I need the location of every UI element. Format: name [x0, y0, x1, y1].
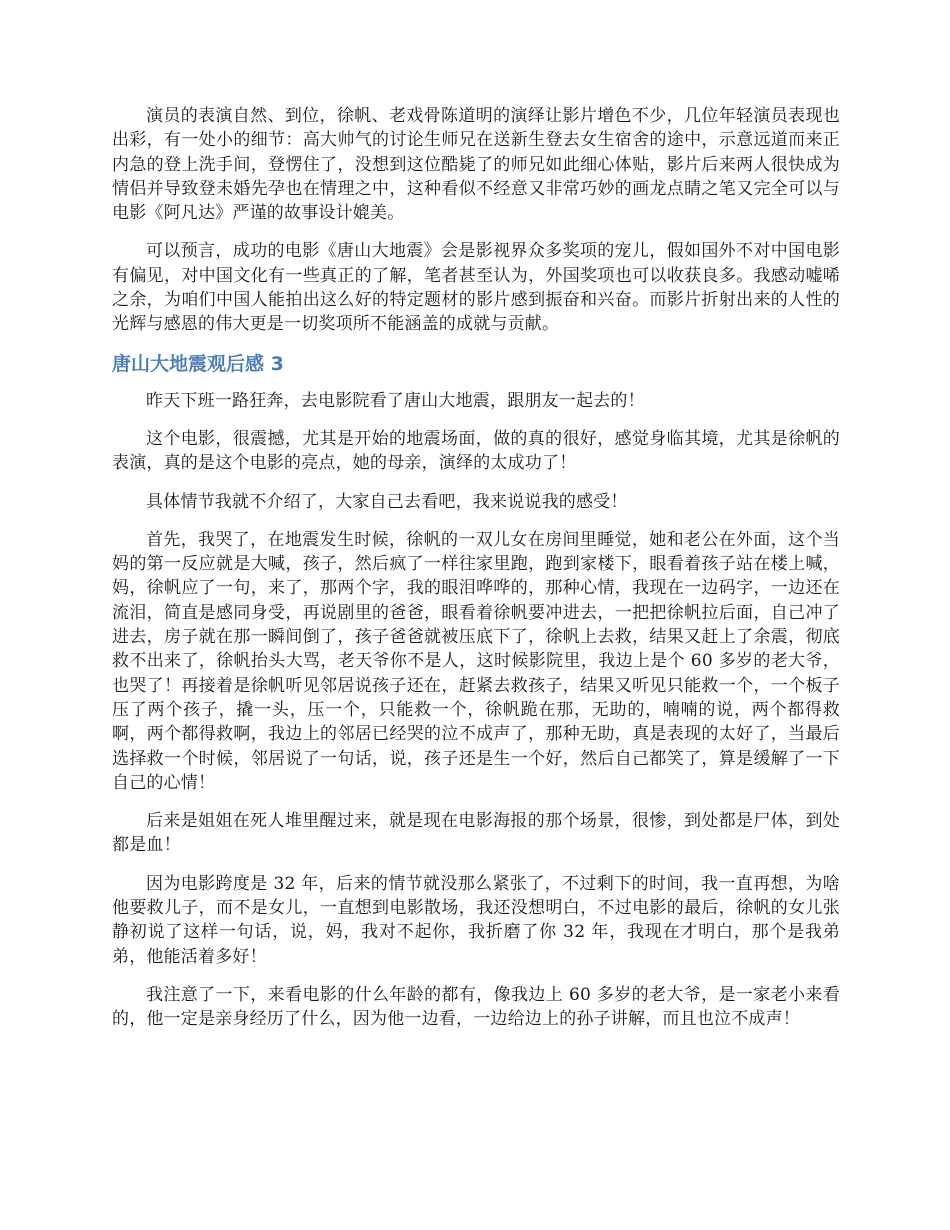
- paragraph: 因为电影跨度是 32 年，后来的情节就没那么紧张了，不过剩下的时间，我一直再想，为啥他要救儿子，而不是女儿，一直想到电影散场，我还没想明白，不过电影的最后，徐帆的女儿张静初说了这样一句话，说，妈，我对不起你，我折磨了你 32 年，我现在才明白，那个是我弟弟，他能活着多好！: [112, 873, 840, 967]
- paragraph: 演员的表演自然、到位，徐帆、老戏骨陈道明的演绎让影片增色不少，几位年轻演员表现也出彩，有一处小的细节：高大帅气的讨论生师兄在送新生登去女生宿舍的途中，示意远道而来正内急的登上洗手间，登愣住了，没想到这位酷毙了的师兄如此细心体贴，影片后来两人很快成为情侣并导致登未婚先孕也在情理之中，这种看似不经意又非常巧妙的画龙点睛之笔又完全可以与电影《阿凡达》严谨的故事设计媲美。: [112, 106, 840, 224]
- section-heading: 唐山大地震观后感 3: [112, 352, 284, 375]
- paragraph: 具体情节我就不介绍了，大家自己去看吧，我来说说我的感受！: [146, 491, 628, 512]
- paragraph: 后来是姐姐在死人堆里醒过来，就是现在电影海报的那个场景，很惨，到处都是尸体，到处都是血！: [112, 811, 840, 856]
- paragraph: 首先，我哭了，在地震发生时候，徐帆的一双儿女在房间里睡觉，她和老公在外面，这个当妈的第一反应就是大喊，孩子，然后疯了一样往家里跑，跑到家楼下，眼看着孩子站在楼上喊，妈，徐帆应了一句，来了，那两个字，我的眼泪哗哗的，那种心情，我现在一边码字，一边还在流泪，简直是感同身受，再说剧里的爸爸，眼看着徐帆要冲进去，一把把徐帆拉后面，自己冲了进去，房子就在那一瞬间倒了，孩子爸爸就被压底下了，徐帆上去救，结果又赶上了余震，彻底救不出来了，徐帆抬头大骂，老天爷你不是人，这时候影院里，我边上是个 60 多岁的老大爷，也哭了！再接着是徐帆听见邻居说孩子还在，赶紧去救孩子，结果又听见只能救一个，一个板子压了两个孩子，撬一头，压一个，只能救一个，徐帆跪在那，无助的，喃喃的说，两个都得救啊，两个都得救啊，我边上的邻居已经哭的泣不成声了，那种无助，真是表现的太好了，当最后选择救一个时候，邻居说了一句话，说，孩子还是生一个好，然后自己都笑了，算是缓解了一下 自己的心情！: [112, 529, 840, 793]
- paragraph: 这个电影，很震撼，尤其是开始的地震场面，做的真的很好，感觉身临其境，尤其是徐帆的表演，真的是这个电影的亮点，她的母亲，演绎的太成功了！: [112, 428, 840, 474]
- paragraph: 可以预言，成功的电影《唐山大地震》会是影视界众多奖项的宠儿，假如国外不对中国电影有偏见，对中国文化有一些真正的了解，笔者甚至认为，外国奖项也可以收获良多。我感动嘘唏之余，为咱们中国人能拍出这么好的特定题材的影片感到振奋和兴奋。而影片折射出来的人性的光辉与感恩的伟大更是一切奖项所不能涵盖的成就与贡献。: [112, 241, 840, 335]
- paragraph: 昨天下班一路狂奔，去电影院看了唐山大地震，跟朋友一起去的！: [146, 390, 645, 411]
- paragraph: 我注意了一下，来看电影的什么年龄的都有，像我边上 60 多岁的老大爷，是一家老小来看的，他一定是亲身经历了什么，因为他一边看，一边给边上的孙子讲解，而且也泣不成声！: [112, 984, 840, 1030]
- document-page: [112, 104, 840, 1046]
